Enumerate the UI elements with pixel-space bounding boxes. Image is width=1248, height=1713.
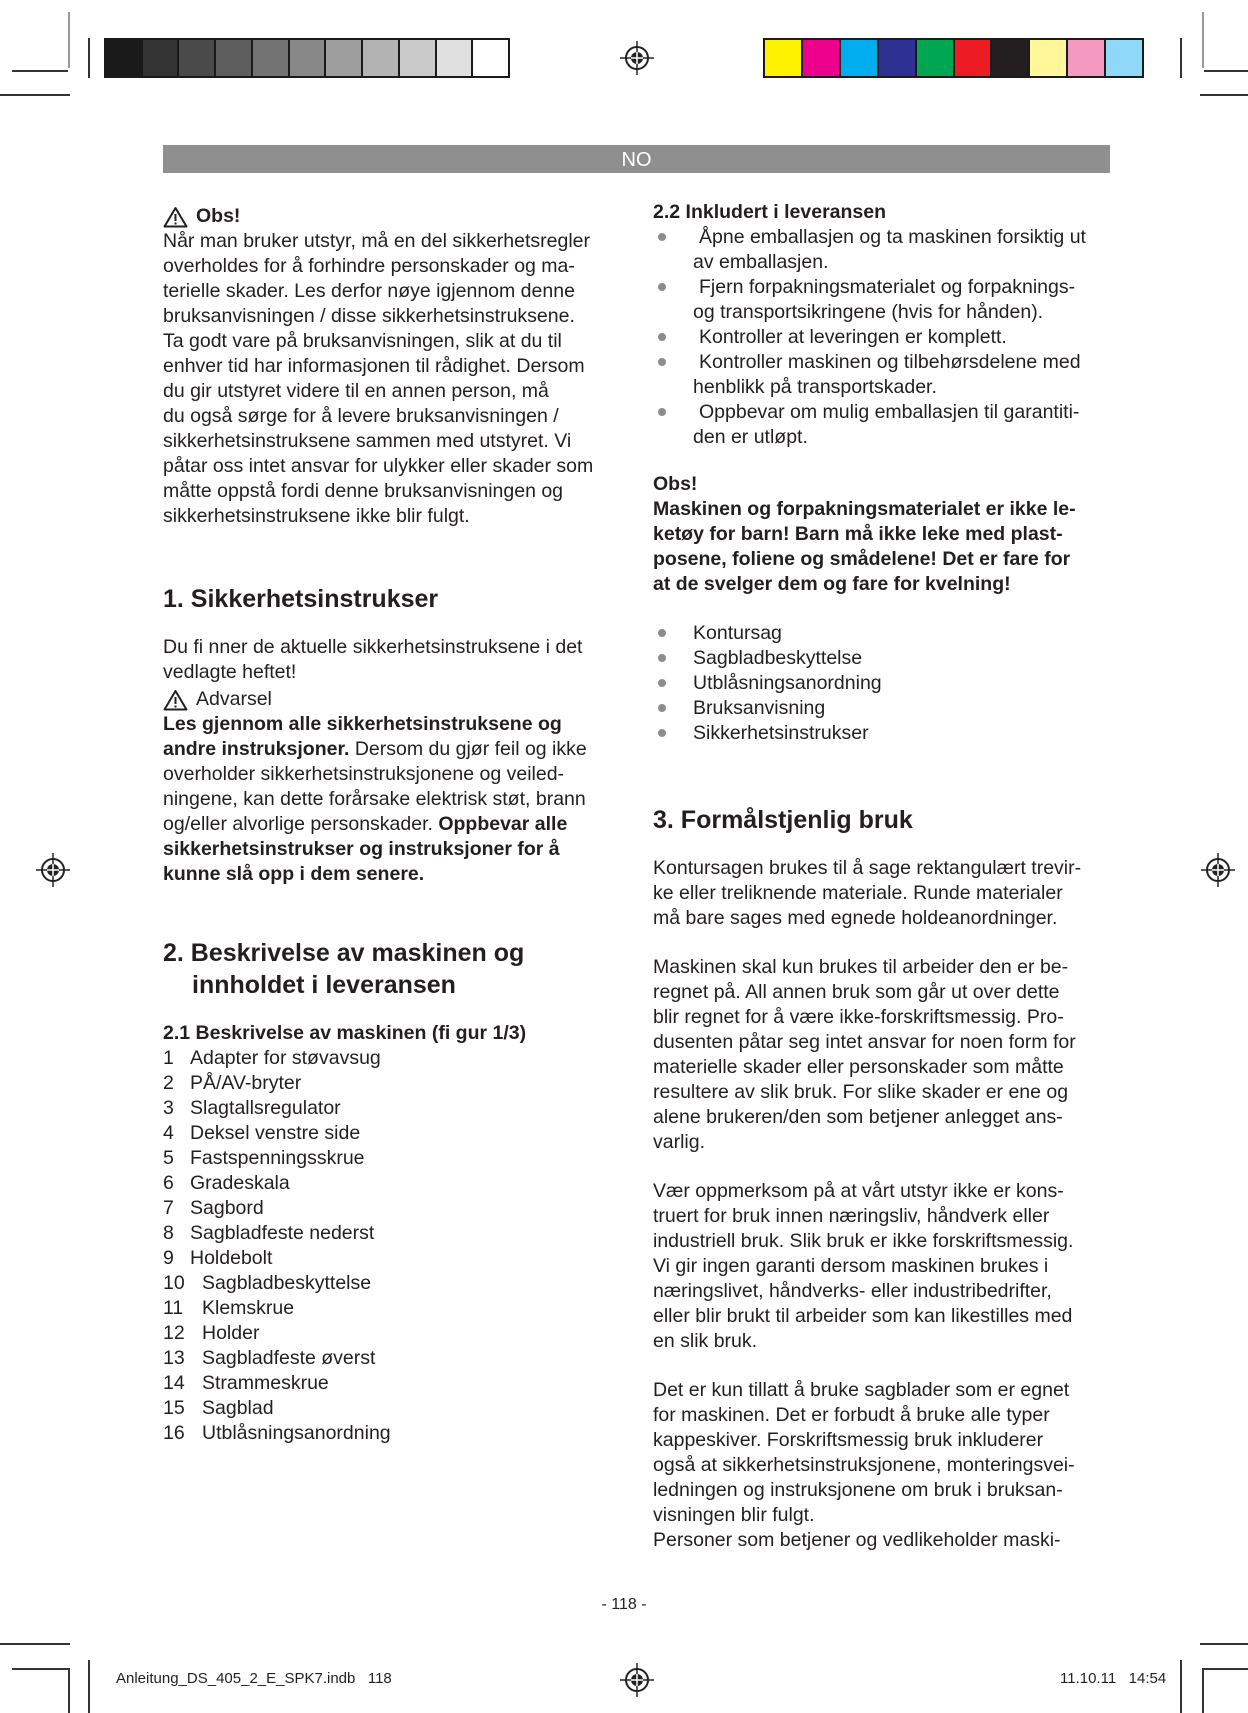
crop-mark: [1202, 1668, 1204, 1713]
language-header-bar: [163, 145, 1110, 173]
text-line: alene brukeren/den som betjener anlegget ans-: [653, 1106, 1063, 1128]
item-label: Deksel venstre side: [190, 1122, 361, 1144]
color-swatch: [879, 40, 917, 76]
color-swatch: [326, 40, 363, 76]
section-2-1-title: 2.1 Beskrivelse av maskinen (fi gur 1/3): [163, 1022, 527, 1044]
crop-mark: [1180, 38, 1182, 78]
list-item: [163, 1171, 623, 1196]
item-label: Strammeskrue: [202, 1372, 329, 1394]
registration-mark-icon: [1201, 853, 1235, 887]
text-line: ke eller treliknende materiale. Runde materialer: [653, 882, 1063, 904]
text-line: for maskinen. Det er forbudt å bruke alle typer: [653, 1404, 1050, 1426]
color-swatch: [253, 40, 290, 76]
crop-mark: [1200, 1643, 1248, 1645]
text-line: ketøy for barn! Barn må ikke leke med plast-: [653, 523, 1063, 545]
crop-mark: [1200, 94, 1248, 96]
item-label: Klemskrue: [202, 1297, 295, 1319]
item-label: Sagbladbeskyttelse: [202, 1272, 372, 1294]
text-line: industriell bruk. Slik bruk er ikke forskriftsmessig.: [653, 1230, 1074, 1252]
text-line: overholdes for å forhindre personskader og ma-: [163, 255, 575, 277]
text-line: Ta godt vare på bruksanvisningen, slik at du til: [163, 330, 562, 352]
item-label: Utblåsningsanordning: [202, 1422, 391, 1444]
text-line: Vi gir ingen garanti dersom maskinen brukes i: [653, 1255, 1049, 1277]
color-swatch: [106, 40, 143, 76]
text-line: kappeskiver. Forskriftsmessig bruk inkluderer: [653, 1429, 1044, 1451]
item-label: Fastspenningsskrue: [190, 1147, 365, 1169]
intro-paragraph: [163, 229, 623, 529]
crop-mark: [0, 94, 70, 96]
item-label: Holdebolt: [190, 1247, 273, 1269]
text-line: eller blir brukt til arbeider som kan likestilles med: [653, 1305, 1073, 1327]
section-1-title: 1. Sikkerhetsinstrukser: [163, 585, 439, 613]
crop-mark: [1204, 1668, 1248, 1670]
text-line: også at sikkerhetsinstruksjonene, monteringsvei-: [653, 1454, 1075, 1476]
delivery-steps-list: [653, 225, 1113, 450]
text-line: terielle skader. Les derfor nøye igjennom denne: [163, 280, 575, 302]
title-line: 2. Beskrivelse av maskinen og: [163, 939, 525, 967]
list-item: [163, 1221, 623, 1246]
color-swatch: [917, 40, 955, 76]
text-line: du også sørge for å levere bruksanvisningen /: [163, 405, 559, 427]
text-line: Kontroller maskinen og tilbehørsdelene med: [699, 351, 1081, 373]
color-calibration-bar: [763, 38, 1144, 78]
color-swatch: [179, 40, 216, 76]
registration-mark-icon: [36, 853, 70, 887]
list-item: Sagbladbeskyttelse: [653, 646, 1113, 671]
contents-list: [653, 621, 1113, 746]
bold-run: andre instruksjoner.: [163, 738, 350, 760]
section-2-2-title: 2.2 Inkludert i leveransen: [653, 201, 887, 223]
paragraph: [653, 1378, 1113, 1553]
color-swatch: [765, 40, 803, 76]
paragraph: [653, 1179, 1113, 1354]
language-code: NO: [621, 149, 652, 171]
text-run: og/eller alvorlige personskader.: [163, 813, 439, 835]
text-line: posene, foliene og smådelene! Det er fare for: [653, 548, 1071, 570]
title-line: innholdet i leveransen: [192, 971, 456, 999]
advarsel-title: Advarsel: [196, 688, 272, 710]
obs-title: Obs!: [653, 473, 698, 495]
grayscale-calibration-bar: [104, 38, 510, 78]
crop-mark: [1202, 12, 1204, 68]
advarsel-heading: [163, 687, 623, 712]
paragraph: [653, 955, 1113, 1155]
item-label: Holder: [202, 1322, 260, 1344]
text-line: måtte oppstå fordi denne bruksanvisningen og: [163, 480, 564, 502]
list-item: Sikkerhetsinstrukser: [653, 721, 1113, 746]
color-swatch: [473, 40, 508, 76]
text-line: Åpne emballasjen og ta maskinen forsiktig ut: [699, 226, 1086, 248]
text-line: Du fi nner de aktuelle sikkerhetsinstruksene i det: [163, 636, 583, 658]
text-line: Når man bruker utstyr, må en del sikkerhetsregler: [163, 230, 591, 252]
list-item: [163, 1421, 623, 1446]
section-2-title: [163, 937, 623, 1001]
list-item: [653, 225, 1113, 275]
list-item: Utblåsningsanordning: [653, 671, 1113, 696]
paragraph: [653, 856, 1113, 931]
warning-triangle-icon: [163, 689, 188, 711]
crop-mark: [68, 1668, 70, 1713]
item-label: Sagblad: [202, 1397, 274, 1419]
crop-mark: [68, 12, 70, 68]
text-line: den er utløpt.: [693, 426, 808, 448]
text-line: resultere av slik bruk. For slike skader er ene og: [653, 1081, 1069, 1103]
text-line: du gir utstyret videre til en annen person, må: [163, 380, 549, 402]
text-line: kunne slå opp i dem senere.: [163, 863, 425, 885]
list-item: [163, 1096, 623, 1121]
item-number: 2: [163, 1072, 174, 1094]
item-label: PÅ/AV-bryter: [190, 1072, 302, 1094]
text-line: Oppbevar om mulig emballasjen til garantiti-: [699, 401, 1080, 423]
footer-filename: Anleitung_DS_405_2_E_SPK7.indb 118: [116, 1670, 392, 1687]
list-item: [653, 275, 1113, 325]
crop-mark: [88, 1660, 90, 1713]
registration-mark-icon: [620, 1663, 654, 1697]
advarsel-paragraph: [163, 712, 623, 887]
bold-run: Oppbevar alle: [438, 813, 568, 835]
item-number: 5: [163, 1147, 174, 1169]
item-number: 8: [163, 1222, 174, 1244]
obs-notice: [653, 472, 1113, 597]
item-label: Sagbladfeste nederst: [190, 1222, 375, 1244]
crop-mark: [0, 1643, 70, 1645]
item-number: 10: [163, 1272, 185, 1294]
color-swatch: [841, 40, 879, 76]
color-swatch: [1030, 40, 1068, 76]
text-line: sikkerhetsinstruksene ikke blir fulgt.: [163, 505, 470, 527]
text-line: næringslivet, håndverks- eller industribedrifter,: [653, 1280, 1052, 1302]
list-item: [163, 1246, 623, 1271]
text-line: overholder sikkerhetsinstruksjonene og veiled-: [163, 763, 565, 785]
list-item: Bruksanvisning: [653, 696, 1113, 721]
item-number: 3: [163, 1097, 174, 1119]
list-item: [163, 1271, 623, 1296]
text-line: påtar oss intet ansvar for ulykker eller skader som: [163, 455, 594, 477]
color-swatch: [1068, 40, 1106, 76]
text-line: og transportsikringene (hvis for hånden).: [693, 301, 1044, 323]
text-line: at de svelger dem og fare for kvelning!: [653, 573, 1011, 595]
footer-timestamp: 11.10.11 14:54: [1060, 1670, 1167, 1687]
text-line: vedlagte heftet!: [163, 661, 297, 683]
item-number: 16: [163, 1422, 185, 1444]
text-line: blir regnet for å være ikke-forskriftsmessig. Pro-: [653, 1006, 1064, 1028]
color-swatch: [955, 40, 993, 76]
text-line: truert for bruk innen næringsliv, håndverk eller: [653, 1205, 1050, 1227]
obs-title: Obs!: [196, 205, 241, 227]
registration-mark-icon: [620, 41, 654, 75]
text-line: Kontroller at leveringen er komplett.: [699, 326, 1007, 348]
list-item: [653, 350, 1113, 400]
list-item: [653, 400, 1113, 450]
text-line: enhver tid har informasjonen til rådighet. Dersom: [163, 355, 585, 377]
color-swatch: [216, 40, 253, 76]
text-line: må bare sages med egnede holdeanordninger.: [653, 907, 1058, 929]
item-label: Adapter for støvavsug: [190, 1047, 381, 1069]
text-line: sikkerhetsinstruksene sammen med utstyret. Vi: [163, 430, 572, 452]
text-line: regnet på. All annen bruk som går ut over dette: [653, 981, 1060, 1003]
item-number: 11: [163, 1297, 184, 1319]
warning-triangle-icon: [163, 206, 188, 228]
list-item: [163, 1396, 623, 1421]
item-number: 7: [163, 1197, 174, 1219]
page-number: - 118 -: [601, 1596, 647, 1613]
text-line: Les gjennom alle sikkerhetsinstruksene og: [163, 713, 562, 735]
list-item: [653, 325, 1113, 350]
list-item: [163, 1196, 623, 1221]
list-item: [163, 1371, 623, 1396]
text-line: av emballasjen.: [693, 251, 829, 273]
item-number: 13: [163, 1347, 185, 1369]
item-label: Sagbord: [190, 1197, 264, 1219]
crop-mark: [88, 38, 90, 78]
crop-mark: [1180, 1660, 1182, 1713]
text-line: Personer som betjener og vedlikeholder maski-: [653, 1529, 1061, 1551]
text-line: materielle skader eller personskader som måtte: [653, 1056, 1064, 1078]
section-3-title: 3. Formålstjenlig bruk: [653, 806, 913, 834]
text-line: Fjern forpakningsmaterialet og forpaknings-: [699, 276, 1076, 298]
text-line: [163, 812, 623, 837]
text-line: varlig.: [653, 1131, 706, 1153]
section-1-intro: [163, 635, 623, 685]
text-line: ningene, kan dette forårsake elektrisk støt, brann: [163, 788, 586, 810]
list-item: [163, 1296, 623, 1321]
text-line: visningen blir fulgt.: [653, 1504, 815, 1526]
text-line: Maskinen og forpakningsmaterialet er ikke le-: [653, 498, 1076, 520]
item-number: 12: [163, 1322, 185, 1344]
item-number: 6: [163, 1172, 174, 1194]
text-run: Dersom du gjør feil og ikke: [349, 738, 587, 760]
text-line: ledningen og instruksjonene om bruk i bruksan-: [653, 1479, 1063, 1501]
color-swatch: [143, 40, 180, 76]
color-swatch: [400, 40, 437, 76]
item-label: Sagbladfeste øverst: [202, 1347, 376, 1369]
list-item: [163, 1146, 623, 1171]
list-item: [163, 1071, 623, 1096]
item-number: 15: [163, 1397, 185, 1419]
item-number: 4: [163, 1122, 174, 1144]
color-swatch: [992, 40, 1030, 76]
crop-mark: [12, 70, 68, 72]
crop-mark: [12, 1668, 68, 1670]
list-item: [163, 1121, 623, 1146]
text-line: dusenten påtar seg intet ansvar for noen form for: [653, 1031, 1076, 1053]
item-number: 14: [163, 1372, 185, 1394]
color-swatch: [363, 40, 400, 76]
left-column: [163, 200, 623, 1446]
list-item: Kontursag: [653, 621, 1113, 646]
text-line: bruksanvisningen / disse sikkerhetsinstruksene.: [163, 305, 575, 327]
item-label: Gradeskala: [190, 1172, 290, 1194]
text-line: en slik bruk.: [653, 1330, 758, 1352]
item-number: 9: [163, 1247, 174, 1269]
text-line: sikkerhetsinstrukser og instruksjoner for å: [163, 838, 560, 860]
list-item: [163, 1346, 623, 1371]
crop-mark: [1204, 70, 1248, 72]
color-swatch: [803, 40, 841, 76]
text-line: Kontursagen brukes til å sage rektangulært trevir-: [653, 857, 1082, 879]
obs-heading: [163, 204, 623, 229]
right-column: [653, 200, 1113, 1553]
color-swatch: [1106, 40, 1142, 76]
text-line: henblikk på transportskader.: [693, 376, 937, 398]
text-line: Det er kun tillatt å bruke sagblader som er egnet: [653, 1379, 1070, 1401]
text-line: Vær oppmerksom på at vårt utstyr ikke er kons-: [653, 1180, 1064, 1202]
item-number: 1: [163, 1047, 174, 1069]
color-swatch: [290, 40, 327, 76]
item-label: Slagtallsregulator: [190, 1097, 341, 1119]
list-item: [163, 1321, 623, 1346]
color-swatch: [437, 40, 474, 76]
parts-list: [163, 1046, 623, 1446]
list-item: [163, 1046, 623, 1071]
text-line: Maskinen skal kun brukes til arbeider den er be-: [653, 956, 1069, 978]
text-line: [163, 737, 623, 762]
